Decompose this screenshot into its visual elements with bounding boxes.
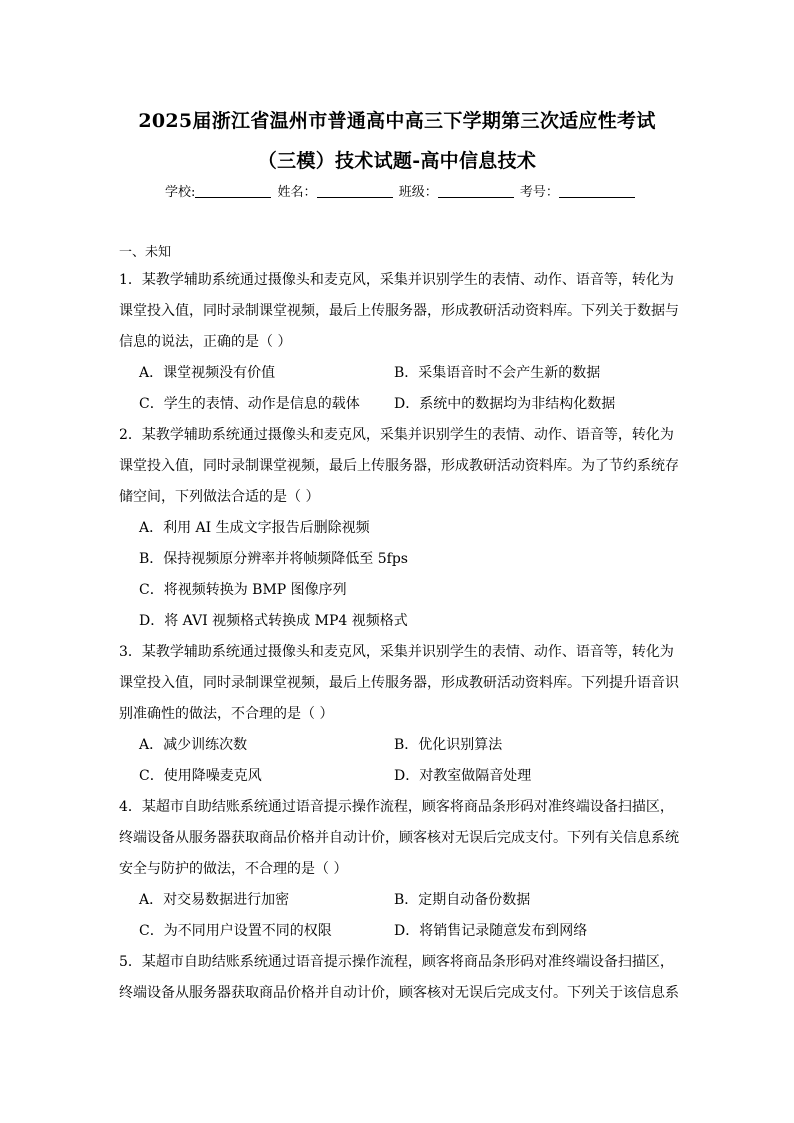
question-content [119,241,679,1009]
option-c: C．将视频转换为 BMP 图像序列 [139,582,347,598]
question-5 [119,947,679,1009]
question-text-line: 终端设备从服务器获取商品价格并自动计价，顾客核对无误后完成支付。下列有关信息系统 [119,830,679,846]
number-label: 考号： [519,185,559,200]
number-blank[interactable] [559,184,635,198]
question-text-line: 3．某教学辅助系统通过摄像头和麦克风，采集并识别学生的表情、动作、语音等，转化为 [119,644,674,660]
option-b: B．采集语音时不会产生新的数据 [394,365,601,381]
school-label: 学校: [165,185,196,200]
options-row [119,730,679,761]
name-label: 姓名： [277,185,317,200]
document-title-line-2: （三模）技术试题-高中信息技术 [257,150,537,172]
options-row [119,389,679,420]
question-2 [119,420,679,637]
question-text-line: 5．某超市自助结账系统通过语音提示操作流程，顾客将商品条形码对准终端设备扫描区， [119,954,674,970]
option-a: A．利用 AI 生成文字报告后删除视频 [139,520,370,536]
option-d: D．系统中的数据均为非结构化数据 [394,396,616,412]
question-text-line: 安全与防护的做法，不合理的是（ ） [119,861,348,877]
option-d: D．将销售记录随意发布到网络 [394,923,588,939]
options-row [119,916,679,947]
question-4 [119,792,679,947]
section-heading: 一、未知 [119,245,172,260]
question-text-line: 课堂投入值，同时录制课堂视频，最后上传服务器，形成教研活动资料库。下列关于数据与 [119,303,679,319]
option-a: A．减少训练次数 [139,737,248,753]
class-blank[interactable] [438,184,514,198]
name-blank[interactable] [317,184,393,198]
school-blank[interactable] [195,184,271,198]
question-text-line: 储空间，下列做法合适的是（ ） [119,489,320,505]
options-row [119,358,679,389]
option-d: D．将 AVI 视频格式转换成 MP4 视频格式 [139,613,408,629]
question-text-line: 终端设备从服务器获取商品价格并自动计价，顾客核对无误后完成支付。下列关于该信息系 [119,985,679,1001]
option-b: B．优化识别算法 [394,737,503,753]
option-d: D．对教室做隔音处理 [394,768,532,784]
question-1 [119,265,679,420]
question-text-line: 课堂投入值，同时录制课堂视频，最后上传服务器，形成教研活动资料库。下列提升语音识 [119,675,679,691]
option-a: A．对交易数据进行加密 [139,892,290,908]
question-text-line: 1．某教学辅助系统通过摄像头和麦克风，采集并识别学生的表情、动作、语音等，转化为 [119,272,674,288]
question-text-line: 信息的说法，正确的是（ ） [119,334,292,350]
student-info-row [165,181,637,200]
option-c: C．学生的表情、动作是信息的载体 [139,396,360,412]
question-text-line: 2．某教学辅助系统通过摄像头和麦克风，采集并识别学生的表情、动作、语音等，转化为 [119,427,674,443]
options-row [119,885,679,916]
class-label: 班级： [398,185,438,200]
options-row [119,761,679,792]
question-text-line: 4．某超市自助结账系统通过语音提示操作流程，顾客将商品条形码对准终端设备扫描区， [119,799,674,815]
option-b: B．保持视频原分辨率并将帧频降低至 5fps [139,551,408,567]
option-c: C．为不同用户设置不同的权限 [139,923,332,939]
option-b: B．定期自动备份数据 [394,892,531,908]
question-text-line: 课堂投入值，同时录制课堂视频，最后上传服务器，形成教研活动资料库。为了节约系统存 [119,458,679,474]
question-text-line: 别准确性的做法，不合理的是（ ） [119,706,334,722]
question-3 [119,637,679,792]
option-c: C．使用降噪麦克风 [139,768,262,784]
option-a: A．课堂视频没有价值 [139,365,276,381]
document-title-line-1: 2025届浙江省温州市普通高中高三下学期第三次适应性考试 [138,110,656,132]
